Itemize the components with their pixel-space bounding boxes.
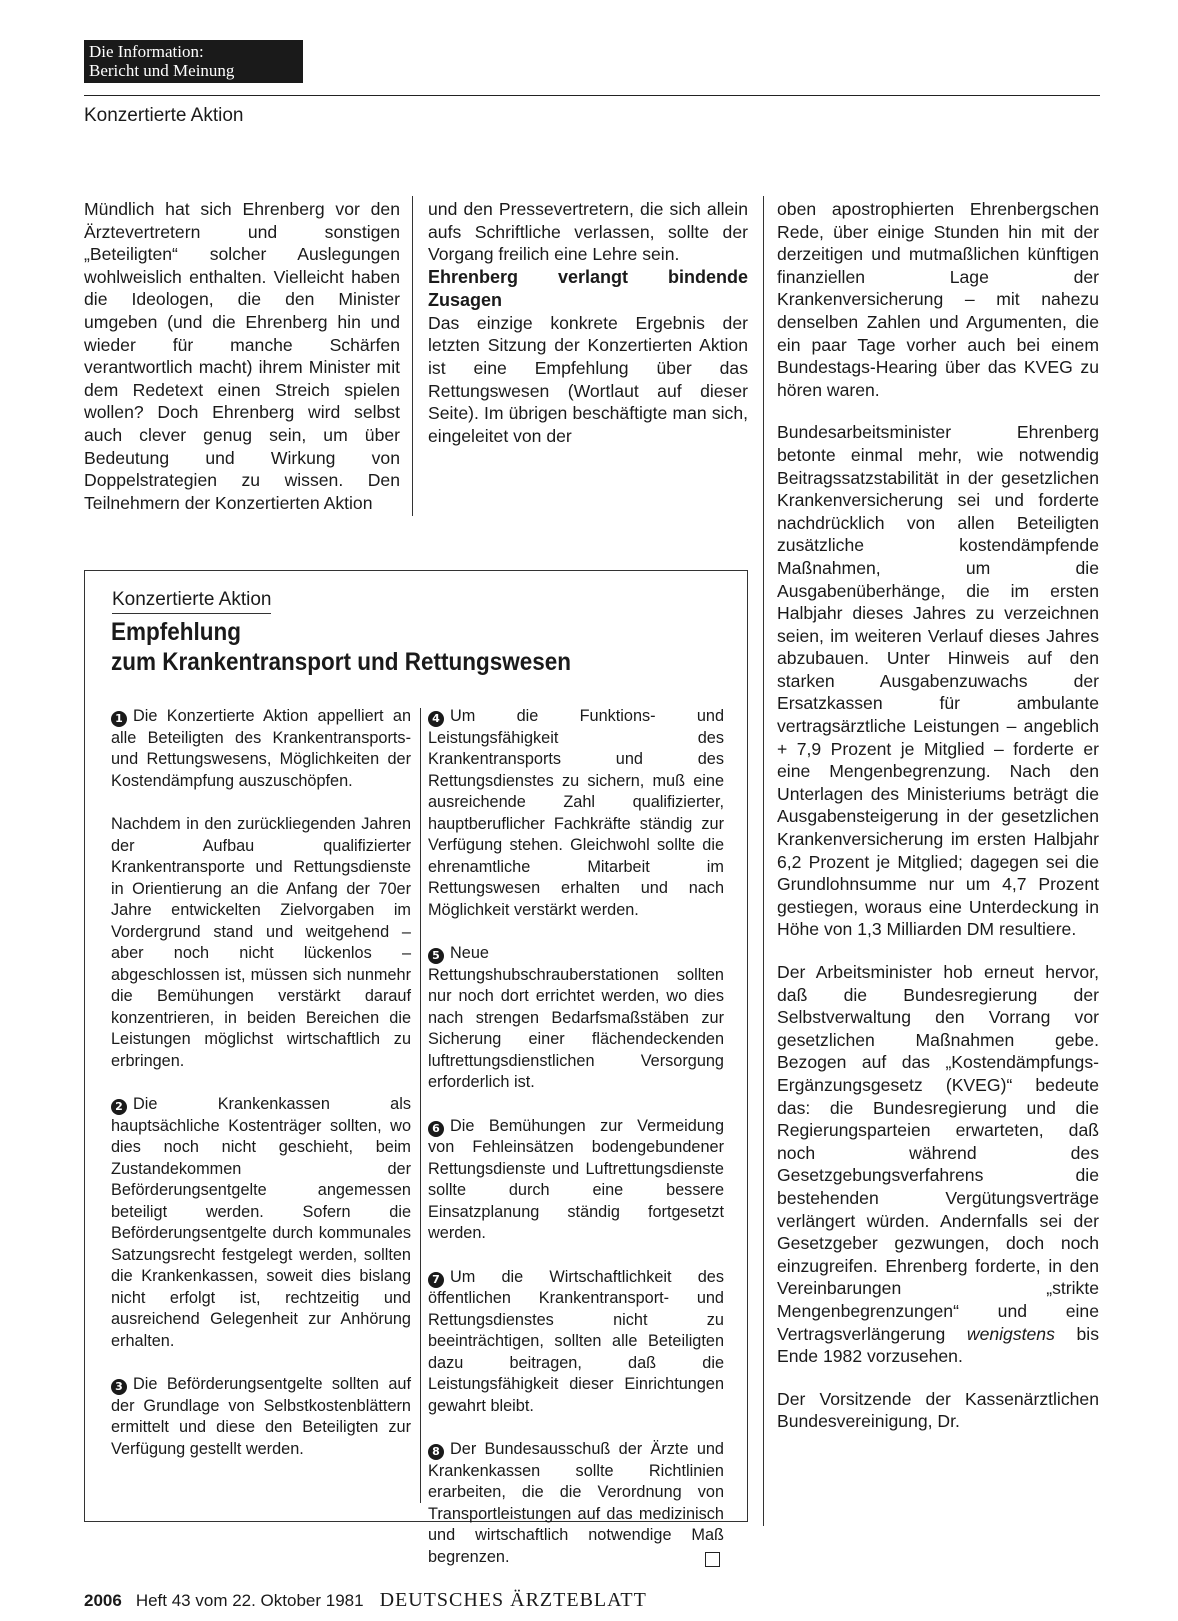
item-text: Um die Funktions- und Leistungsfähigkeit des Krankentransports und des Rettungsdienstes zu sichern, muß eine ausreichende Zahl qualifizierter, hauptberuflicher Fachkräfte ständig zur Verfügung stehen. Gleichwohl sollte die ehrenamtliche Mitarbeit im Rettungswesen erhalten und nach Möglichkeit verstärkt werden. [428, 707, 724, 919]
item-text: Die Beförderungsentgelte sollten auf der Grundlage von Selbstkostenblättern ermittelt und diese den Beteiligten zur Verfügung gestellt werden. [111, 1375, 411, 1458]
page-number: 2006 [84, 1591, 122, 1610]
recommendation-item [111, 1094, 411, 1352]
recommendation-item [111, 706, 411, 792]
box-column-divider [420, 708, 421, 1503]
section-tag-line2: Bericht und Meinung [89, 61, 235, 80]
number-badge-icon: 3 [111, 1379, 127, 1395]
box-column-2 [428, 706, 724, 1590]
column-divider [763, 196, 764, 1526]
section-tag [84, 40, 303, 83]
number-badge-icon: 4 [428, 711, 444, 727]
box-title [111, 617, 669, 677]
issue-info: Heft 43 vom 22. Oktober 1981 [135, 1591, 364, 1610]
article-subheading: Ehrenberg verlangt bindende Zusagen [428, 266, 748, 310]
journal-name: DEUTSCHES ÄRZTEBLATT [379, 1589, 647, 1611]
number-badge-icon: 8 [428, 1444, 444, 1460]
number-badge-icon: 5 [428, 948, 444, 964]
article-paragraph: Bundesarbeitsminister Ehrenberg betonte einmal mehr, wie notwendig Beitragssatzstabilität in der gesetzlichen Krankenversicherung sei und forderte nachdrücklich von allen Beteiligten zusätzliche kostendämpfende Maßnahmen, um die Ausgabenüberhänge, die im ersten Halbjahr dieses Jahres zu verzeichnen seien, im weiteren Verlauf dieses Jahres abzubauen. Unter Hinweis auf den starken Ausgabenzuwachs der Ersatzkassen für ambulante vertragsärztliche Leistungen – angeblich + 7,9 Prozent je Mitglied – forderte er eine Mengenbegrenzung. Nach den Unterlagen des Ministeriums beträgt die Ausgabensteigerung in der gesetzlichen Krankenversicherung im ersten Halbjahr 6,2 Prozent je Mitglied; dagegen sei die Grundlohnsumme nur um 4,7 Prozent gestiegen, woraus eine Unterdeckung in Höhe von 1,3 Milliarden DM resultiere. [777, 422, 1099, 940]
box-title-line1: Empfehlung [111, 618, 241, 646]
recommendation-item [428, 706, 724, 921]
recommendation-item [428, 1439, 724, 1568]
emphasis-text: wenigstens [966, 1323, 1055, 1344]
end-mark-icon [705, 1552, 720, 1567]
item-text: Neue Rettungshubschrauberstationen sollten nur noch dort errichtet werden, wo dies nach strengen Bedarfsmaßstäben zur Sicherung einer flächendeckenden luftrettungsdienstlichen Versorgung erforderlich ist. [428, 944, 724, 1091]
recommendation-paragraph: Nachdem in den zurückliegenden Jahren der Aufbau qualifizierter Krankentransporte und Rettungsdienste in Orientierung an die Anfang der 70er Jahre entwickelten Zielvorgaben im Vordergrund stand und weitgehend – aber noch nicht lückenlos – abgeschlossen ist, müssen sich nunmehr die Bemühungen verstärkt darauf konzentrieren, in beiden Bereichen die Leistungen möglichst wirtschaftlich zu erbringen. [111, 815, 411, 1070]
recommendation-item [428, 1116, 724, 1245]
number-badge-icon: 6 [428, 1121, 444, 1137]
article-paragraph [777, 961, 1099, 1368]
recommendation-item [428, 943, 724, 1094]
item-text: Um die Wirtschaftlichkeit des öffentlichen Krankentransport- und Rettungsdienstes nicht zu beeinträchtigen, sollten alle Beteiligten dazu beitragen, daß die Leistungsfähigkeit dieser Einrichtungen gewahrt bleibt. [428, 1267, 724, 1415]
page-footer [84, 1589, 647, 1612]
item-text: Die Konzertierte Aktion appelliert an alle Beteiligten des Krankentransports- und Rettungswesens, Möglichkeiten der Kostendämpfung auszuschöpfen. [111, 707, 411, 790]
paragraph-text: Der Arbeitsminister hob erneut hervor, daß die Bundesregierung der Selbstverwaltung den Vorrang vor gesetzlichen Maßnahmen gebe. Bezogen auf das „Kostendämpfungs-Ergänzungsgesetz (KVEG)“ bedeute das: die Bundesregierung und die Regierungsparteien erwarteten, daß noch während des Gesetzgebungsverfahrens die bestehenden Vergütungsverträge verlängert würden. Andernfalls sei der Gesetzgeber gezwungen, doch noch einzugreifen. Ehrenberg forderte, in den Vereinbarungen „strikte Mengenbegrenzungen“ und eine Vertragsverlängerung [777, 962, 1099, 1344]
page-rubric: Konzertierte Aktion [84, 105, 244, 126]
article-paragraph: Das einzige konkrete Ergebnis der letzten Sitzung der Konzertierten Aktion ist eine Empfehlung über das Rettungswesen (Wortlaut auf dieser Seite). Im übrigen beschäftigte man sich, eingeleitet von der [428, 312, 748, 446]
article-paragraph: Mündlich hat sich Ehrenberg vor den Ärztevertretern und sonstigen „Beteiligten“ solcher Auslegungen wohlweislich enthalten. Vielleicht haben die Ideologen, die den Minister umgeben (und die Ehrenberg hin und wieder für manche Schärfen verantwortlich macht) ihrem Minister mit dem Redetext einen Streich spielen wollen? Doch Ehrenberg wird selbst auch clever genug sein, um über Bedeutung und Wirkung von Doppelstrategien zu wissen. Den Teilnehmern der Konzertierten Aktion [84, 199, 400, 513]
recommendation-item [111, 1374, 411, 1460]
article-column-3 [777, 198, 1099, 1433]
box-title-line2: zum Krankentransport und Rettungswesen [111, 648, 572, 676]
top-rule [84, 95, 1100, 96]
column-divider [412, 196, 413, 516]
recommendation-item [428, 1267, 724, 1418]
item-text: Die Bemühungen zur Vermeidung von Fehleinsätzen bodengebundener Rettungsdienste und Luftrettungsdienste sollte durch eine bessere Einsatzplanung ständig fortgesetzt werden. [428, 1116, 724, 1242]
section-tag-line1: Die Information: [89, 42, 204, 61]
box-column-1 [111, 706, 411, 1482]
number-badge-icon: 1 [111, 711, 127, 727]
paragraph-text: bis Ende 1982 vorzusehen. [777, 1323, 1100, 1367]
number-badge-icon: 2 [111, 1099, 127, 1115]
article-paragraph: und den Pressevertretern, die sich allein aufs Schriftliche verlassen, sollte der Vorgang freilich eine Lehre sein. [428, 199, 748, 265]
article-paragraph: Der Vorsitzende der Kassenärztlichen Bundesvereinigung, Dr. [777, 1388, 1099, 1432]
article-paragraph: oben apostrophierten Ehrenbergschen Rede, über einige Stunden hin mit der derzeitigen und mutmaßlichen künftigen finanziellen Lage der Krankenversicherung – mit nahezu denselben Zahlen und Argumenten, die ein paar Tage vorher auch bei einem Bundestags-Hearing über das KVEG zu hören waren. [777, 199, 1099, 400]
item-text: Die Krankenkassen als hauptsächliche Kostenträger sollten, wo dies noch nicht geschieht, beim Zustandekommen der Beförderungsentgelte angemessen beteiligt werden. Sofern die Beförderungsentgelte durch kommunales Satzungsrecht festgelegt werden, sollten die Krankenkassen, soweit dies bislang nicht erfolgt ist, rechtzeitig und ausreichend Gelegenheit zur Anhörung erhalten. [111, 1095, 411, 1350]
article-column-2 [428, 198, 748, 447]
article-column-1 [84, 198, 400, 514]
number-badge-icon: 7 [428, 1272, 444, 1288]
item-text: Der Bundesausschuß der Ärzte und Krankenkassen sollte Richtlinien erarbeiten, die die Verordnung von Transportleistungen auf das medizinisch und wirtschaftlich notwendige Maß begrenzen. [428, 1440, 724, 1566]
box-rubric: Konzertierte Aktion [112, 589, 271, 614]
